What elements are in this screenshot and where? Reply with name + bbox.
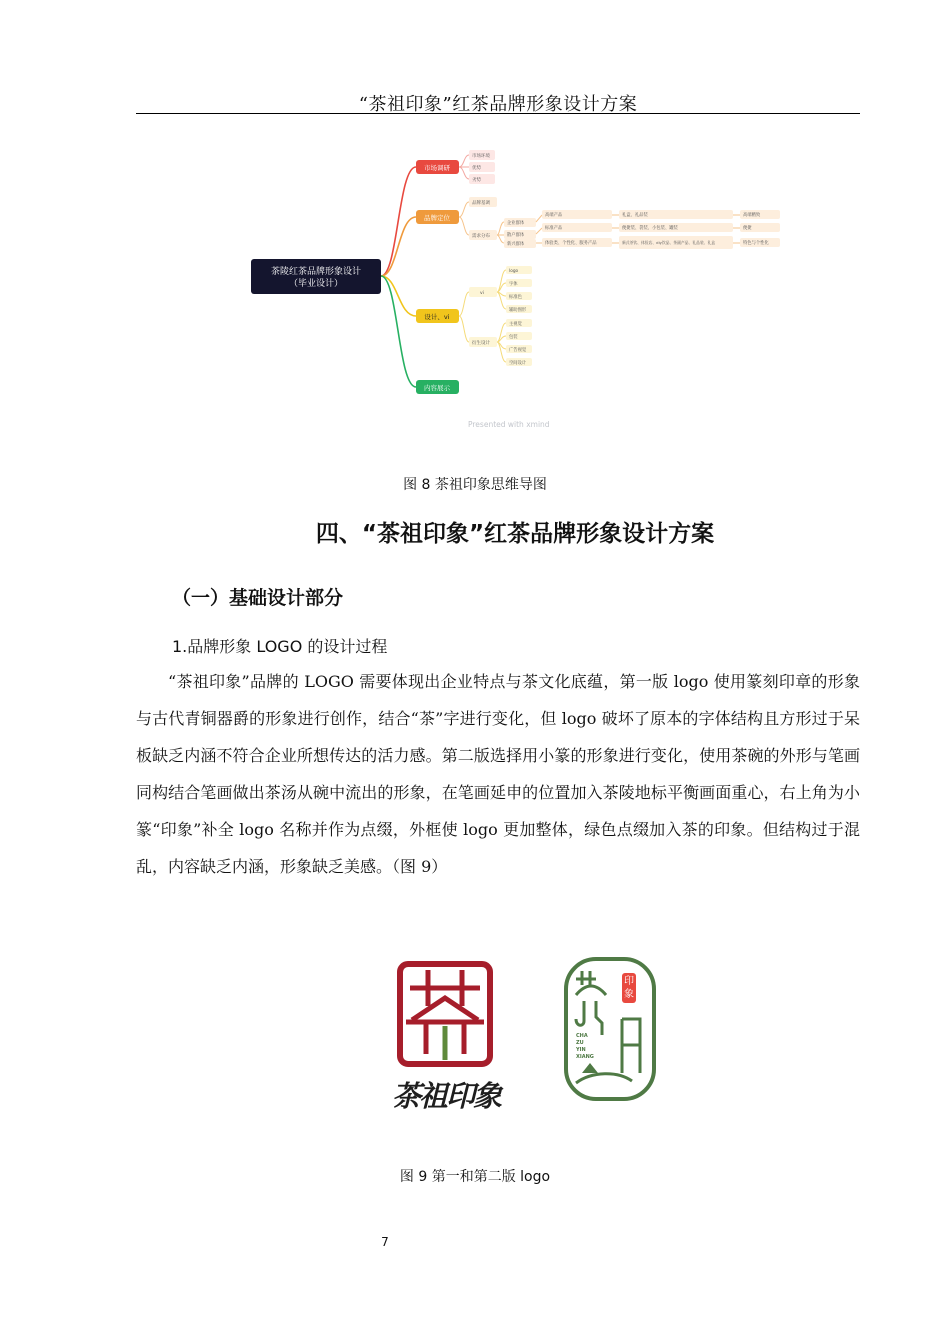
mindmap-leaf: 高端精致 [743, 213, 761, 218]
figure-8-caption: 图 8 茶祖印象思维导图 [403, 477, 547, 493]
xmind-watermark: Presented with xmind [468, 420, 550, 429]
mindmap-leaf: 标准色 [509, 295, 522, 300]
mindmap-leaf: 标准产品 [545, 226, 563, 231]
mindmap-branch-label: 设计、vi [424, 313, 450, 321]
mindmap-leaf: 需求分布 [472, 234, 490, 239]
logo-1-wordmark: 茶祖印象 [391, 1079, 500, 1113]
mindmap-leaf: 字体 [509, 282, 518, 287]
tea-bowl-logo-image [562, 955, 658, 1103]
mindmap-leaf: vi [480, 291, 484, 296]
logo-2-stamp: 印象 [622, 973, 636, 1003]
section-title: 四、“茶祖印象”红茶品牌形象设计方案 [315, 521, 715, 547]
mindmap-leaf: logo [509, 269, 519, 274]
mindmap-leaf: 广告视觉 [509, 348, 527, 353]
mindmap-leaf: 新兴群体 [507, 242, 525, 247]
mindmap-leaf: 新式茶饮、体验店、diy饮品、茶副产品、礼品装、礼盒 [622, 240, 716, 245]
item-title: 1.品牌形象 LOGO 的设计过程 [172, 637, 388, 656]
mindmap-branch-label: 内容展示 [424, 384, 450, 392]
page-header: “茶祖印象”红茶品牌形象设计方案 [358, 94, 638, 115]
mindmap-leaf: 市场环境 [472, 154, 490, 159]
mindmap-leaf: 企业群体 [507, 221, 525, 226]
logo-2-pinyin: XIANG [576, 1054, 594, 1060]
mindmap-leaf: 礼盒、礼品装 [622, 213, 648, 218]
mindmap-leaf: 辅助图形 [509, 308, 527, 313]
logo-version-2 [562, 955, 658, 1103]
mindmap-leaf: 品牌基调 [472, 201, 490, 206]
logo-2-pinyin: CHA [576, 1033, 588, 1039]
mindmap-leaf: 包装 [509, 335, 518, 340]
mindmap-leaf: 特色与个性化 [743, 241, 769, 246]
mindmap-leaf: 高端产品 [545, 213, 563, 218]
mindmap-leaf: 空间设计 [509, 361, 527, 366]
mindmap-leaf: 散户群体 [507, 233, 525, 238]
mindmap-leaf: 优势 [472, 166, 481, 171]
mindmap-leaf: 体验类、个性化、服务产品 [545, 241, 597, 246]
mindmap-root-line1: 茶陵红茶品牌形象设计 [270, 267, 362, 277]
body-paragraph: “茶祖印象”品牌的 LOGO 需要体现出企业特点与茶文化底蕴，第一版 logo 使用篆刻印章的形象与古代青铜器爵的形象进行创作，结合“茶”字进行变化，但 logo 破坏了原本的字体结构且方形过于呆板缺乏内涵不符合企业所想传达的活力感。第二版选择用小篆的形象进行变化，使用茶碗的外形与笔画同构结合笔画做出茶汤从碗中流出的形象，在笔画延申的位置加入茶陵地标平衡画面重心，右上角为小篆“印象”补全 logo 名称并作为点缀，外框使 logo 更加整体，绿色点缀加入茶的印象。但结构过于混乱，内容缺乏内涵，形象缺乏美感。（图 9） [136, 672, 860, 876]
mindmap-branch-label: 品牌定位 [424, 214, 450, 222]
mindmap-figure [248, 142, 788, 438]
page-number: 7 [381, 1235, 389, 1249]
mindmap-leaf: 衍生设计 [472, 341, 490, 346]
subsection-title: （一）基础设计部分 [172, 587, 344, 609]
mindmap-leaf: 劣势 [472, 178, 481, 183]
logo-version-1 [376, 958, 516, 1118]
mindmap-root-line2: （毕业设计） [288, 279, 344, 289]
logo-2-pinyin: ZU [576, 1040, 584, 1046]
mindmap-leaf: 便捷装、袋装、小包装、罐装 [622, 226, 678, 231]
header-rule [136, 113, 860, 114]
mindmap-leaf: 便捷 [743, 226, 752, 231]
mindmap-branch-label: 市场调研 [424, 164, 450, 172]
mindmap-leaf: 主视觉 [509, 322, 522, 327]
logo-2-pinyin: YIN [576, 1047, 586, 1053]
figure-9-caption: 图 9 第一和第二版 logo [399, 1169, 551, 1185]
